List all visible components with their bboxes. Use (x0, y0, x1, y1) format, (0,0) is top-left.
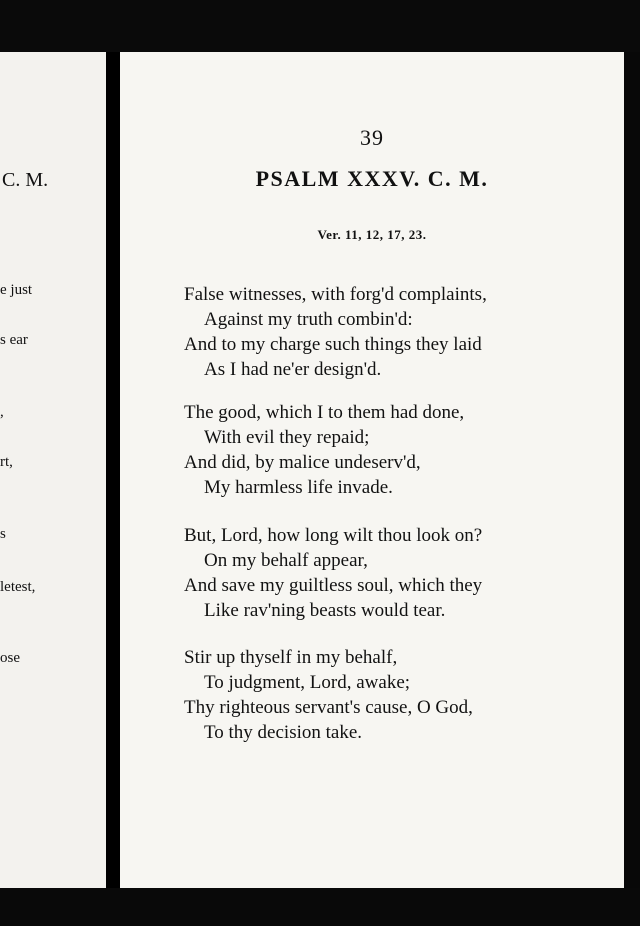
prev-page-fragment: s (0, 526, 6, 542)
stanza-line: Stir up thyself in my behalf, (184, 647, 398, 668)
stanza-line: And to my charge such things they laid (184, 334, 482, 355)
stanza-line: As I had ne'er design'd. (204, 359, 382, 380)
stanza-4 (184, 645, 473, 745)
prev-page-fragment: s ear (0, 332, 28, 348)
stanza-2 (184, 400, 464, 500)
stanza-line: Against my truth combin'd: (204, 309, 413, 330)
stanza-line: My harmless life invade. (204, 477, 393, 498)
stanza-3 (184, 523, 482, 623)
prev-page-fragment: rt, (0, 454, 13, 470)
prev-page-fragment: ose (0, 650, 20, 666)
scan-right-border (624, 52, 640, 892)
psalm-title: PSALM XXXV. C. M. (255, 166, 489, 191)
prev-page-fragment: C. M. (2, 169, 49, 191)
book-gutter (106, 52, 120, 892)
page-number: 39 (360, 125, 384, 150)
stanza-line: Like rav'ning beasts would tear. (204, 600, 446, 621)
scan-bottom-border (0, 888, 640, 926)
previous-page (0, 52, 108, 888)
prev-page-fragment: letest, (0, 579, 36, 595)
prev-page-fragment: e just (0, 282, 33, 298)
stanza-line: And did, by malice undeserv'd, (184, 452, 421, 473)
prev-page-fragment: , (0, 404, 4, 420)
stanza-line: To thy decision take. (204, 722, 363, 743)
scan-top-border (0, 0, 640, 58)
stanza-line: With evil they repaid; (204, 427, 370, 448)
stanza-line: To judgment, Lord, awake; (204, 672, 411, 693)
stanza-line: The good, which I to them had done, (184, 402, 465, 423)
stanza-line: Thy righteous servant's cause, O God, (184, 697, 473, 718)
stanza-line: On my behalf appear, (204, 550, 368, 571)
stanza-line: And save my guiltless soul, which they (184, 575, 483, 596)
book-page (120, 52, 624, 890)
stanza-line: But, Lord, how long wilt thou look on? (184, 525, 483, 546)
stanza-1 (184, 282, 487, 382)
stanza-line: False witnesses, with forg'd complaints, (184, 284, 487, 305)
verse-reference: Ver. 11, 12, 17, 23. (317, 227, 427, 242)
